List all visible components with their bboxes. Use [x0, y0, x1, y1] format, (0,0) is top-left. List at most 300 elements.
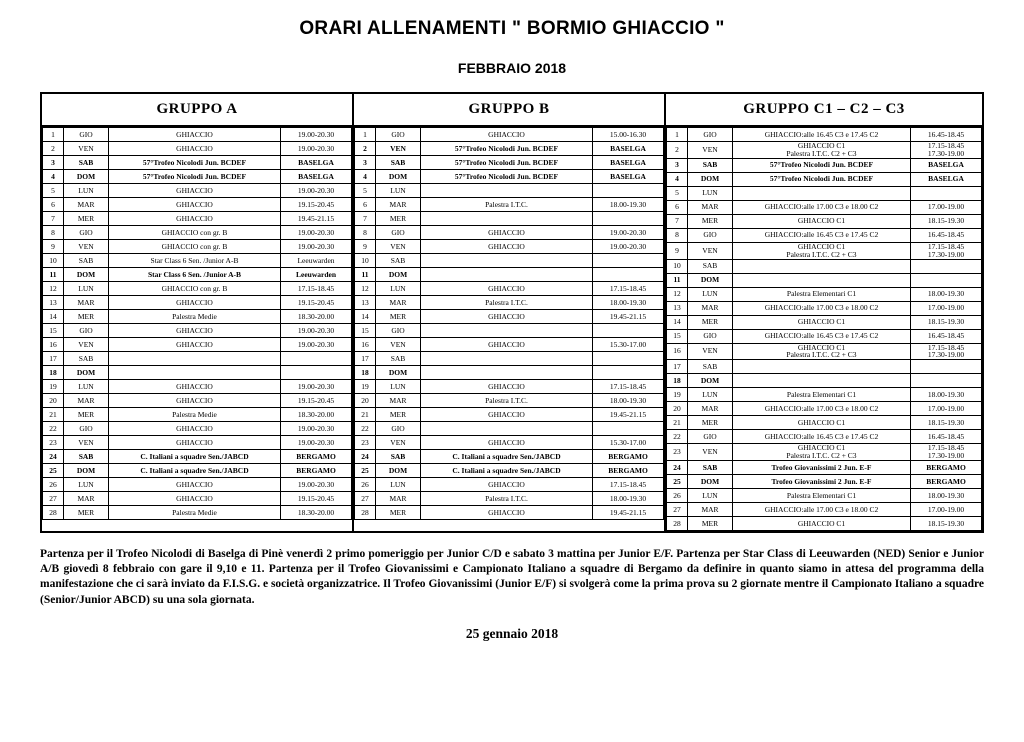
- row-time: [593, 324, 664, 338]
- table-row: [667, 186, 982, 200]
- row-weekday: SAB: [376, 254, 421, 268]
- table-row: [355, 240, 664, 254]
- table-row: [667, 444, 982, 461]
- row-time: BASELGA: [281, 170, 352, 184]
- row-activity: GHIACCIO: [109, 198, 281, 212]
- row-time: 17.00-19.00: [911, 503, 982, 517]
- table-row: [355, 268, 664, 282]
- row-time: 19.00-20.30: [281, 380, 352, 394]
- row-weekday: GIO: [64, 324, 109, 338]
- schedule-table: [40, 92, 984, 533]
- row-weekday: DOM: [376, 464, 421, 478]
- row-weekday: GIO: [688, 430, 733, 444]
- row-time: BERGAMO: [281, 450, 352, 464]
- table-row: [667, 489, 982, 503]
- table-row: [43, 422, 352, 436]
- row-activity: [733, 374, 911, 388]
- row-time: 19.15-20.45: [281, 492, 352, 506]
- row-time: BASELGA: [911, 158, 982, 172]
- row-weekday: SAB: [64, 352, 109, 366]
- row-time-line: 17.30-19.00: [927, 451, 965, 461]
- row-time: 17.00-19.00: [911, 200, 982, 214]
- row-day-number: 27: [43, 492, 64, 506]
- row-day-number: 25: [355, 464, 376, 478]
- row-activity: [733, 242, 911, 259]
- row-activity: GHIACCIO: [109, 492, 281, 506]
- table-row: [355, 422, 664, 436]
- row-time: 15.30-17.00: [593, 436, 664, 450]
- row-day-number: 25: [667, 475, 688, 489]
- row-day-number: 21: [667, 416, 688, 430]
- row-time: 18.15-19.30: [911, 517, 982, 531]
- row-day-number: 3: [355, 156, 376, 170]
- table-row: [43, 436, 352, 450]
- row-activity: GHIACCIO: [109, 478, 281, 492]
- row-activity: GHIACCIO:alle 17.00 C3 e 18.00 C2: [733, 503, 911, 517]
- row-activity-line: GHIACCIO C1: [797, 343, 846, 352]
- row-activity: Palestra I.T.C.: [421, 296, 593, 310]
- table-row: [355, 394, 664, 408]
- row-day-number: 12: [355, 282, 376, 296]
- row-time: [593, 422, 664, 436]
- row-weekday: GIO: [376, 422, 421, 436]
- row-activity: [421, 324, 593, 338]
- row-day-number: 4: [355, 170, 376, 184]
- row-day-number: 23: [355, 436, 376, 450]
- group-c-rows: [666, 127, 982, 531]
- row-day-number: 12: [667, 287, 688, 301]
- row-weekday: DOM: [64, 464, 109, 478]
- row-day-number: 24: [43, 450, 64, 464]
- row-activity: [421, 268, 593, 282]
- row-weekday: VEN: [376, 338, 421, 352]
- row-day-number: 13: [667, 301, 688, 315]
- row-time: 19.45-21.15: [281, 212, 352, 226]
- row-weekday: VEN: [64, 240, 109, 254]
- table-row: [667, 461, 982, 475]
- row-day-number: 28: [667, 517, 688, 531]
- table-row: [667, 158, 982, 172]
- row-time: 18.15-19.30: [911, 416, 982, 430]
- row-time: BASELGA: [593, 142, 664, 156]
- table-row: [43, 198, 352, 212]
- row-weekday: GIO: [688, 329, 733, 343]
- row-time: BERGAMO: [593, 450, 664, 464]
- row-weekday: MAR: [688, 503, 733, 517]
- row-activity: GHIACCIO: [421, 338, 593, 352]
- row-day-number: 10: [667, 259, 688, 273]
- row-activity: GHIACCIO: [109, 296, 281, 310]
- row-time: 18.00-19.30: [911, 287, 982, 301]
- row-weekday: LUN: [64, 478, 109, 492]
- row-activity: GHIACCIO:alle 17.00 C3 e 18.00 C2: [733, 402, 911, 416]
- row-time: [911, 259, 982, 273]
- table-row: [667, 273, 982, 287]
- row-time: 17.00-19.00: [911, 402, 982, 416]
- row-weekday: GIO: [376, 226, 421, 240]
- row-time-line: 17.15-18.45: [927, 242, 965, 251]
- row-activity: Palestra Medie: [109, 310, 281, 324]
- row-day-number: 4: [43, 170, 64, 184]
- row-time: [593, 212, 664, 226]
- document-page: [0, 18, 1024, 742]
- row-day-number: 16: [667, 343, 688, 360]
- row-weekday: MAR: [376, 296, 421, 310]
- row-activity: GHIACCIO: [109, 142, 281, 156]
- table-row: [43, 324, 352, 338]
- table-row: [667, 374, 982, 388]
- table-row: [355, 478, 664, 492]
- row-weekday: LUN: [376, 184, 421, 198]
- table-row: [667, 430, 982, 444]
- group-header-c: GRUPPO C1 – C2 – C3: [666, 94, 982, 127]
- row-activity: 57°Trofeo Nicolodi Jun. BCDEF: [421, 156, 593, 170]
- row-day-number: 13: [355, 296, 376, 310]
- table-row: [43, 478, 352, 492]
- row-day-number: 10: [355, 254, 376, 268]
- row-activity-line: GHIACCIO C1: [797, 443, 846, 453]
- table-row: [43, 254, 352, 268]
- table-row: [667, 128, 982, 142]
- row-day-number: 27: [667, 503, 688, 517]
- row-time: 19.45-21.15: [593, 408, 664, 422]
- table-row: [355, 198, 664, 212]
- row-day-number: 20: [43, 394, 64, 408]
- row-day-number: 13: [43, 296, 64, 310]
- row-time: 19.00-20.30: [593, 240, 664, 254]
- row-weekday: MER: [64, 408, 109, 422]
- row-weekday: MER: [376, 212, 421, 226]
- row-activity: [733, 142, 911, 159]
- row-weekday: DOM: [688, 172, 733, 186]
- table-row: [667, 214, 982, 228]
- row-activity: GHIACCIO: [109, 338, 281, 352]
- table-row: [355, 282, 664, 296]
- table-row: [355, 324, 664, 338]
- row-activity: [421, 184, 593, 198]
- row-time: 18.00-19.30: [593, 296, 664, 310]
- row-activity: GHIACCIO: [109, 212, 281, 226]
- row-weekday: SAB: [376, 450, 421, 464]
- table-row: [43, 366, 352, 380]
- row-day-number: 12: [43, 282, 64, 296]
- table-row: [355, 380, 664, 394]
- table-row: [43, 240, 352, 254]
- row-activity: Star Class 6 Sen. /Junior A-B: [109, 268, 281, 282]
- row-time: BERGAMO: [281, 464, 352, 478]
- row-time: BASELGA: [281, 156, 352, 170]
- row-activity: Trofeo Giovanissimi 2 Jun. E-F: [733, 461, 911, 475]
- table-row: [43, 142, 352, 156]
- row-weekday: LUN: [64, 184, 109, 198]
- row-time-line: 17.15-18.45: [927, 443, 965, 453]
- row-weekday: MER: [376, 506, 421, 520]
- table-row: [667, 517, 982, 531]
- row-day-number: 28: [355, 506, 376, 520]
- row-activity: GHIACCIO C1: [733, 214, 911, 228]
- row-activity-line: Palestra I.T.C. C2 + C3: [786, 350, 857, 360]
- row-activity: GHIACCIO:alle 17.00 C3 e 18.00 C2: [733, 301, 911, 315]
- row-day-number: 19: [355, 380, 376, 394]
- row-time: 19.15-20.45: [281, 198, 352, 212]
- row-day-number: 8: [667, 228, 688, 242]
- group-b-rows: [354, 127, 664, 520]
- footer-note: Partenza per il Trofeo Nicolodi di Baselga di Pinè venerdì 2 primo pomeriggio per Junior C/D e sabato 3 mattina per Junior E/F. Partenza per Star Class di Leeuwarden (NED) Senior e Junior A/B giovedì 8 febbraio con gare il 9,10 e 11. Partenza per il Trofeo Giovanissimi e Campionato Italiano a squadre di Bergamo da definire in quanto siamo in attesa del programma della manifestazione che ci sarà inviato da F.I.S.G. e società organizzatrice. Il Trofeo Giovanissimi (Junior E/F) si svolgerà come la prima prova su 2 giornate mentre il Campionato Italiano a squadre (Senior/Junior ABCD) su una sola giornata.: [40, 548, 984, 606]
- table-row: [667, 228, 982, 242]
- row-day-number: 9: [355, 240, 376, 254]
- row-weekday: MER: [688, 517, 733, 531]
- row-day-number: 3: [43, 156, 64, 170]
- table-row: [667, 343, 982, 360]
- row-time: 18.30-20.00: [281, 310, 352, 324]
- row-day-number: 17: [43, 352, 64, 366]
- row-weekday: VEN: [64, 338, 109, 352]
- row-day-number: 8: [43, 226, 64, 240]
- row-time: 19.00-20.30: [281, 142, 352, 156]
- group-column-b: [354, 94, 666, 531]
- table-row: [355, 184, 664, 198]
- row-weekday: GIO: [64, 226, 109, 240]
- row-weekday: LUN: [376, 380, 421, 394]
- row-day-number: 21: [43, 408, 64, 422]
- row-day-number: 9: [667, 242, 688, 259]
- row-weekday: MAR: [688, 200, 733, 214]
- row-activity: GHIACCIO C1: [733, 416, 911, 430]
- row-time: 19.00-20.30: [281, 338, 352, 352]
- row-activity-line: GHIACCIO C1: [797, 242, 846, 251]
- group-header-b: GRUPPO B: [354, 94, 664, 127]
- row-time: 17.15-18.45: [593, 478, 664, 492]
- row-activity: GHIACCIO: [421, 380, 593, 394]
- row-time: BERGAMO: [911, 475, 982, 489]
- row-day-number: 16: [355, 338, 376, 352]
- table-row: [667, 200, 982, 214]
- row-activity: GHIACCIO: [421, 506, 593, 520]
- row-activity: C. Italiani a squadre Sen./JABCD: [421, 450, 593, 464]
- row-day-number: 5: [667, 186, 688, 200]
- row-activity: GHIACCIO: [421, 282, 593, 296]
- row-time: 19.00-20.30: [593, 226, 664, 240]
- row-time: BASELGA: [593, 170, 664, 184]
- row-day-number: 17: [355, 352, 376, 366]
- group-column-a: [42, 94, 354, 531]
- table-row: [43, 310, 352, 324]
- row-activity: [733, 444, 911, 461]
- row-time: BASELGA: [911, 172, 982, 186]
- row-time: [281, 352, 352, 366]
- row-weekday: MER: [688, 214, 733, 228]
- row-weekday: GIO: [64, 422, 109, 436]
- row-activity: Palestra Elementari C1: [733, 489, 911, 503]
- row-weekday: DOM: [688, 273, 733, 287]
- row-activity: GHIACCIO:alle 16.45 C3 e 17.45 C2: [733, 228, 911, 242]
- row-time: Leeuwarden: [281, 254, 352, 268]
- row-day-number: 15: [355, 324, 376, 338]
- row-day-number: 3: [667, 158, 688, 172]
- row-day-number: 9: [43, 240, 64, 254]
- table-row: [355, 254, 664, 268]
- row-time: [911, 374, 982, 388]
- row-weekday: SAB: [688, 360, 733, 374]
- row-day-number: 15: [667, 329, 688, 343]
- row-weekday: SAB: [688, 259, 733, 273]
- row-time: 17.15-18.45: [593, 380, 664, 394]
- row-day-number: 8: [355, 226, 376, 240]
- row-time: 19.00-20.30: [281, 324, 352, 338]
- table-row: [43, 128, 352, 142]
- row-activity: 57°Trofeo Nicolodi Jun. BCDEF: [109, 156, 281, 170]
- row-weekday: VEN: [688, 142, 733, 159]
- table-row: [667, 360, 982, 374]
- row-day-number: 15: [43, 324, 64, 338]
- row-time: 15.00-16.30: [593, 128, 664, 142]
- row-activity: 57°Trofeo Nicolodi Jun. BCDEF: [733, 158, 911, 172]
- row-time: 18.15-19.30: [911, 214, 982, 228]
- row-day-number: 28: [43, 506, 64, 520]
- row-activity: GHIACCIO:alle 16.45 C3 e 17.45 C2: [733, 430, 911, 444]
- row-time: 18.15-19.30: [911, 315, 982, 329]
- row-time: BASELGA: [593, 156, 664, 170]
- row-day-number: 2: [43, 142, 64, 156]
- row-day-number: 1: [667, 128, 688, 142]
- row-activity: GHIACCIO: [109, 422, 281, 436]
- row-weekday: MER: [64, 310, 109, 324]
- row-activity: C. Italiani a squadre Sen./JABCD: [421, 464, 593, 478]
- row-time: [911, 186, 982, 200]
- row-weekday: MAR: [64, 492, 109, 506]
- table-row: [43, 394, 352, 408]
- table-row: [43, 156, 352, 170]
- row-weekday: DOM: [64, 268, 109, 282]
- row-time: [911, 142, 982, 159]
- row-activity: Palestra Elementari C1: [733, 287, 911, 301]
- row-time: [593, 184, 664, 198]
- table-row: [43, 296, 352, 310]
- row-day-number: 7: [667, 214, 688, 228]
- row-weekday: VEN: [688, 242, 733, 259]
- row-time: BERGAMO: [593, 464, 664, 478]
- row-time-line: 17.15-18.45: [927, 141, 965, 150]
- row-day-number: 22: [355, 422, 376, 436]
- row-day-number: 23: [667, 444, 688, 461]
- table-row: [43, 352, 352, 366]
- row-weekday: MAR: [64, 394, 109, 408]
- row-activity: Palestra Medie: [109, 408, 281, 422]
- row-activity: C. Italiani a squadre Sen./JABCD: [109, 450, 281, 464]
- row-weekday: LUN: [64, 380, 109, 394]
- row-activity: GHIACCIO: [421, 128, 593, 142]
- row-day-number: 23: [43, 436, 64, 450]
- row-time: [593, 268, 664, 282]
- row-day-number: 16: [43, 338, 64, 352]
- row-activity: GHIACCIO: [421, 478, 593, 492]
- table-row: [667, 416, 982, 430]
- row-time: [911, 444, 982, 461]
- row-weekday: MAR: [688, 301, 733, 315]
- row-day-number: 2: [667, 142, 688, 159]
- table-row: [667, 315, 982, 329]
- row-day-number: 5: [43, 184, 64, 198]
- row-day-number: 11: [667, 273, 688, 287]
- row-activity: 57°Trofeo Nicolodi Jun. BCDEF: [109, 170, 281, 184]
- row-weekday: DOM: [376, 366, 421, 380]
- row-activity-line: Palestra I.T.C. C2 + C3: [786, 249, 857, 259]
- table-row: [43, 380, 352, 394]
- row-day-number: 22: [43, 422, 64, 436]
- row-day-number: 6: [667, 200, 688, 214]
- row-weekday: VEN: [376, 436, 421, 450]
- row-weekday: VEN: [688, 444, 733, 461]
- row-activity-line: Palestra I.T.C. C2 + C3: [786, 451, 857, 461]
- row-day-number: 19: [43, 380, 64, 394]
- row-weekday: DOM: [64, 170, 109, 184]
- row-day-number: 14: [355, 310, 376, 324]
- table-row: [355, 212, 664, 226]
- row-activity: Palestra Elementari C1: [733, 388, 911, 402]
- row-day-number: 24: [355, 450, 376, 464]
- table-row: [355, 408, 664, 422]
- row-weekday: DOM: [688, 374, 733, 388]
- row-activity: [421, 366, 593, 380]
- row-time-line: 17.30-19.00: [927, 148, 965, 158]
- row-weekday: SAB: [64, 156, 109, 170]
- table-row: [355, 338, 664, 352]
- row-weekday: LUN: [688, 287, 733, 301]
- row-weekday: LUN: [376, 282, 421, 296]
- row-time: [911, 360, 982, 374]
- table-row: [355, 506, 664, 520]
- table-row: [43, 268, 352, 282]
- row-activity: [421, 422, 593, 436]
- table-row: [355, 464, 664, 478]
- table-row: [43, 338, 352, 352]
- row-activity: [109, 352, 281, 366]
- table-row: [43, 408, 352, 422]
- row-weekday: VEN: [64, 142, 109, 156]
- row-weekday: DOM: [688, 475, 733, 489]
- row-weekday: SAB: [64, 450, 109, 464]
- row-weekday: MER: [376, 408, 421, 422]
- row-weekday: LUN: [688, 186, 733, 200]
- row-weekday: MER: [376, 310, 421, 324]
- group-header-a: GRUPPO A: [42, 94, 352, 127]
- row-activity: [109, 366, 281, 380]
- row-activity: Palestra I.T.C.: [421, 198, 593, 212]
- row-activity: [733, 273, 911, 287]
- table-row: [667, 242, 982, 259]
- row-activity: [421, 352, 593, 366]
- row-day-number: 18: [43, 366, 64, 380]
- table-row: [355, 170, 664, 184]
- row-activity: Palestra I.T.C.: [421, 394, 593, 408]
- row-day-number: 4: [667, 172, 688, 186]
- row-time: 18.00-19.30: [911, 489, 982, 503]
- table-row: [355, 352, 664, 366]
- row-weekday: SAB: [64, 254, 109, 268]
- row-weekday: SAB: [376, 352, 421, 366]
- row-day-number: 25: [43, 464, 64, 478]
- page-subtitle: FEBBRAIO 2018: [457, 60, 567, 76]
- row-weekday: VEN: [376, 142, 421, 156]
- row-activity: [421, 212, 593, 226]
- row-weekday: LUN: [688, 489, 733, 503]
- row-weekday: SAB: [688, 158, 733, 172]
- row-day-number: 11: [43, 268, 64, 282]
- row-time: [593, 254, 664, 268]
- row-time: 19.00-20.30: [281, 422, 352, 436]
- row-weekday: MAR: [376, 394, 421, 408]
- table-row: [355, 156, 664, 170]
